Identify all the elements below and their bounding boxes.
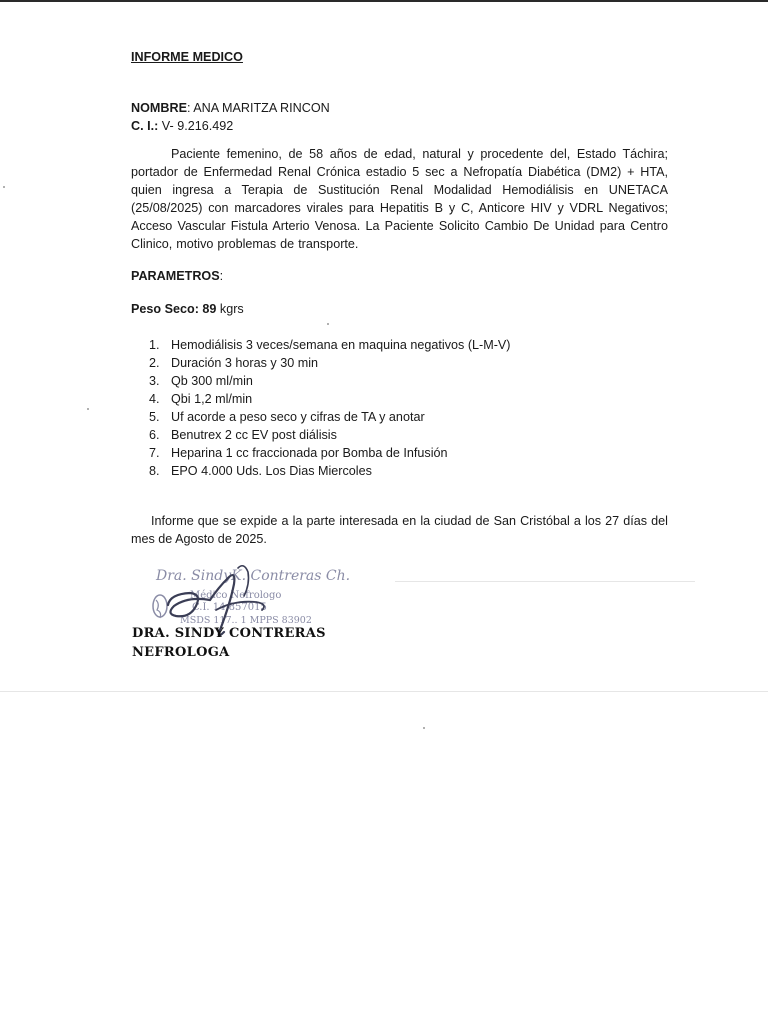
list-item (149, 372, 668, 390)
instructions-list (131, 336, 668, 480)
stamp-name: Dra. SindyK. Contreras Ch. (156, 568, 351, 584)
stamp-registry: MSDS 117.. 1 MPPS 83902 (180, 615, 312, 626)
list-item (149, 354, 668, 372)
scan-artifact-line (0, 691, 768, 692)
list-number: 5. (149, 410, 160, 424)
medical-report (131, 48, 668, 561)
peso-label: Peso Seco: (131, 302, 199, 316)
parameters-heading (131, 267, 668, 285)
stamp-id: C.I. 14.857015 (192, 602, 267, 613)
stamp-specialty: Médico Nefrologo (190, 590, 282, 601)
ci-label: C. I.: (131, 119, 159, 133)
list-number: 3. (149, 374, 160, 388)
list-text: Uf acorde a peso seco y cifras de TA y anotar (171, 410, 425, 424)
list-number: 2. (149, 356, 160, 370)
scan-artifact-line (395, 581, 695, 582)
list-item (149, 408, 668, 426)
list-item (149, 336, 668, 354)
list-number: 8. (149, 464, 160, 478)
signer-block (132, 624, 326, 662)
list-text: Duración 3 horas y 30 min (171, 356, 318, 370)
report-title: INFORME MEDICO (131, 50, 243, 64)
peso-value: 89 (198, 302, 217, 316)
closing-statement: Informe que se expide a la parte interesada en la ciudad de San Cristóbal a los 27 días del mes de Agosto de 2025. (131, 514, 668, 546)
list-number: 6. (149, 428, 160, 442)
params-label: PARAMETROS (131, 269, 220, 283)
list-text: Benutrex 2 cc EV post diálisis (171, 428, 337, 442)
list-text: Qb 300 ml/min (171, 374, 253, 388)
list-item (149, 444, 668, 462)
signer-title: NEFROLOGA (132, 645, 230, 660)
patient-id-line (131, 117, 668, 135)
name-label: NOMBRE (131, 101, 187, 115)
scan-speck (327, 323, 329, 325)
list-text: EPO 4.000 Uds. Los Dias Miercoles (171, 464, 372, 478)
ci-value: V- 9.216.492 (158, 119, 234, 133)
dry-weight (131, 300, 668, 318)
scan-speck (423, 727, 425, 729)
list-text: Qbi 1,2 ml/min (171, 392, 253, 406)
list-item (149, 390, 668, 408)
list-text: Heparina 1 cc fraccionada por Bomba de Infusión (171, 446, 448, 460)
name-value: : ANA MARITZA RINCON (186, 101, 330, 115)
params-colon: : (219, 269, 224, 283)
patient-info (131, 99, 668, 135)
scan-edge (0, 0, 768, 2)
signer-name: DRA. SINDY CONTRERAS (132, 626, 326, 641)
list-item (149, 426, 668, 444)
scan-speck (87, 408, 89, 410)
clinical-summary: Paciente femenino, de 58 años de edad, natural y procedente del, Estado Táchira; portador de Enfermedad Renal Crónica estadio 5 sec a Nefropatía Diabética (DM2) + HTA, quien ingresa a Terapia de Sustitución Renal Modalidad Hemodiálisis en UNETACA (25/08/2025) con marcadores virales para Hepatitis B y C, Anticore HIV y VDRL Negativos; Acceso Vascular Fistula Arterio Venosa. La Paciente Solicito Cambio De Unidad para Centro Clinico, motivo problemas de transporte. (131, 147, 668, 251)
peso-unit: kgrs (216, 302, 244, 316)
list-number: 4. (149, 392, 160, 406)
list-text: Hemodiálisis 3 veces/semana en maquina negativos (L-M-V) (171, 338, 511, 352)
scan-speck (3, 186, 5, 188)
list-item (149, 462, 668, 480)
list-number: 1. (149, 338, 160, 352)
patient-name-line (131, 99, 668, 117)
list-number: 7. (149, 446, 160, 460)
